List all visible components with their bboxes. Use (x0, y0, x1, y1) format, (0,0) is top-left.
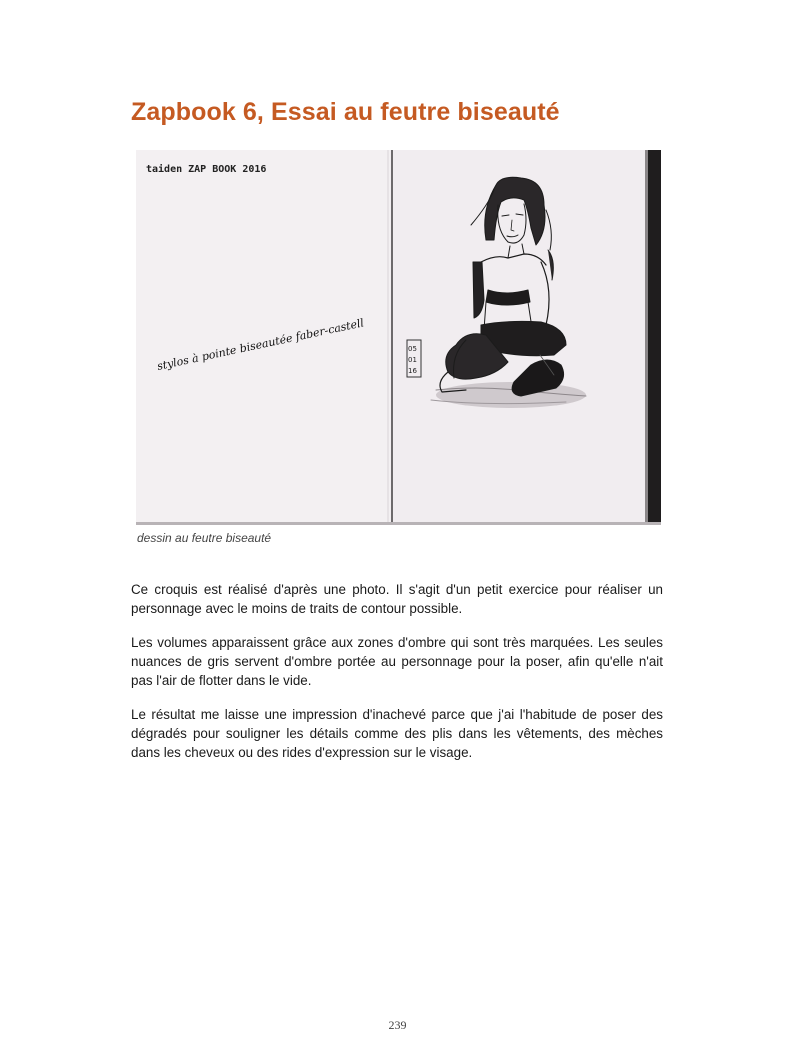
handwritten-note: stylos à pointe biseautée faber-castell (155, 316, 366, 373)
paragraph: Ce croquis est réalisé d'après une photo. Il s'agit d'un petit exercice pour réaliser un personnage avec le moins de traits de contour possible. (131, 582, 663, 616)
sketchbook-image (136, 150, 661, 525)
date-stamp-year: 16 (408, 367, 417, 375)
body-text (131, 580, 663, 777)
date-stamp-day: 05 (408, 345, 417, 353)
sketchbook-header: taiden ZAP BOOK 2016 (146, 164, 267, 175)
page-title: Zapbook 6, Essai au feutre biseauté (131, 98, 560, 126)
figure-caption: dessin au feutre biseauté (137, 531, 272, 545)
paragraph: Les volumes apparaissent grâce aux zones d'ombre qui sont très marquées. Les seules nuances de gris servent d'ombre portée au personnage pour la poser, afin qu'elle n'ait pas l'air de flotter dans le vide. (131, 635, 663, 688)
paragraph: Le résultat me laisse une impression d'inachevé parce que j'ai l'habitude de poser des dégradés pour souligner les détails comme des plis dans les vêtements, des mèches dans les cheveux ou des rides d'expression sur le visage. (131, 707, 663, 760)
page-number: 239 (388, 1018, 407, 1032)
date-stamp-month: 01 (408, 356, 417, 364)
